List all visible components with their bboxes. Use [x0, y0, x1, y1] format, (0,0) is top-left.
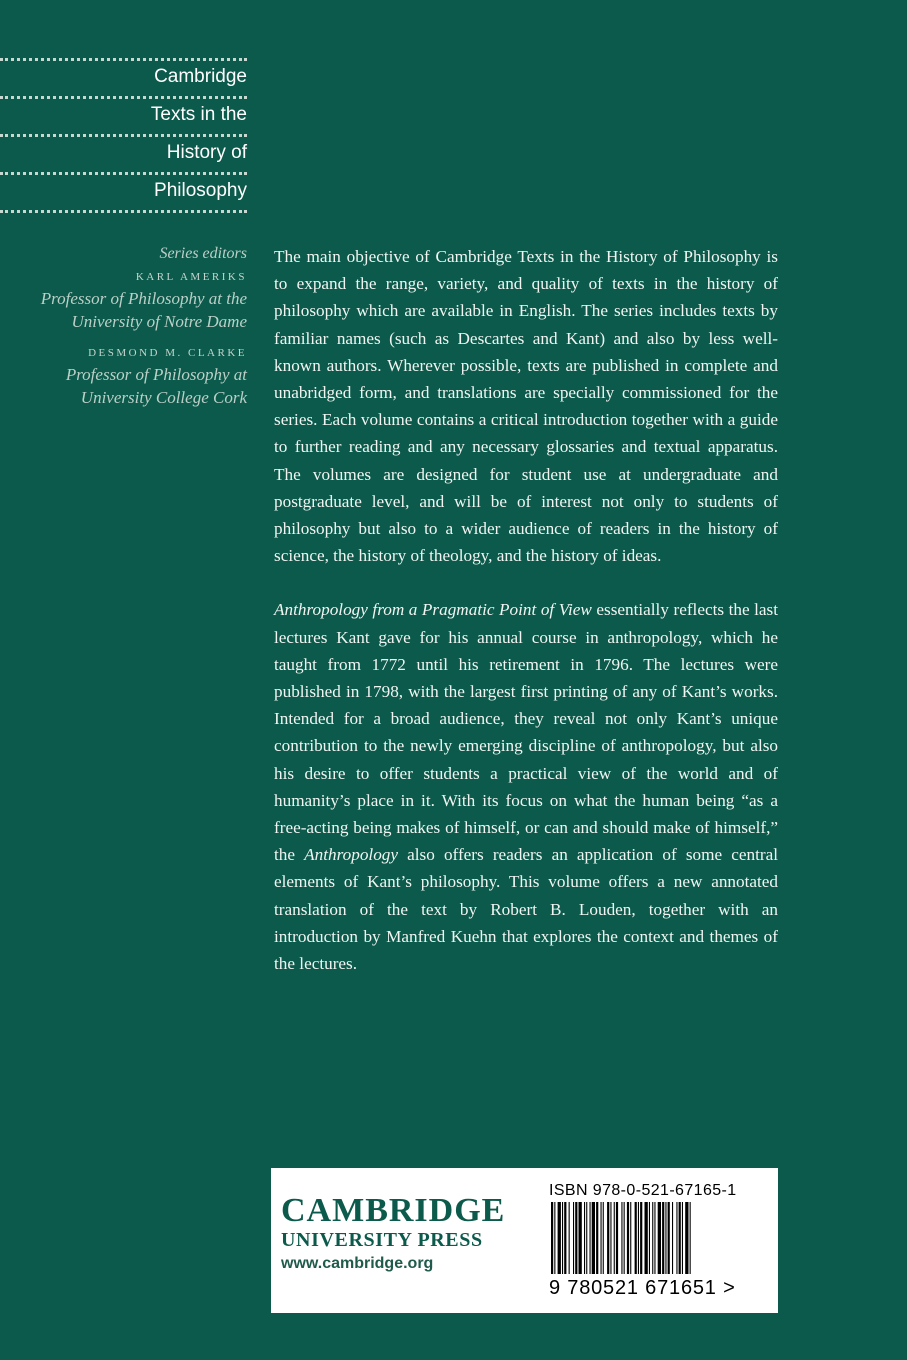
barcode-bar [554, 1202, 555, 1274]
editor-affiliation: University of Notre Dame [71, 312, 247, 331]
editor-affiliation: University College Cork [80, 388, 247, 407]
barcode-bar [627, 1202, 629, 1274]
barcode-bar [685, 1202, 688, 1274]
series-title-block [0, 58, 247, 213]
barcode-bar [624, 1202, 625, 1274]
editor-affiliation: Professor of Philosophy at [65, 365, 247, 384]
series-title-line-1: Cambridge [154, 66, 247, 87]
barcode-bar [575, 1202, 577, 1274]
dotted-rule [0, 210, 247, 213]
barcode-bar [601, 1202, 602, 1274]
series-title-line-3: History of [166, 142, 247, 163]
imprint-panel [271, 1168, 778, 1313]
barcode-bars [549, 1202, 771, 1274]
barcode-bar [662, 1202, 664, 1274]
barcode-bar [640, 1202, 642, 1274]
barcode-bar [592, 1202, 595, 1274]
publisher-name: CAMBRIDGE [281, 1192, 506, 1229]
barcode-bar [645, 1202, 648, 1274]
barcode-bar [682, 1202, 683, 1274]
barcode-bar [658, 1202, 661, 1274]
blurb-paragraph-series: The main objective of Cambridge Texts in the History of Philosophy is to expand the range, variety, and quality of texts in the history of philosophy which are available in English. The series includes texts by familiar names (such as Descartes and Kant) and also by less well-known authors. Wherever possible, texts are published in complete and unabridged form, and translations are specially commissioned for the series. Each volume contains a critical introduction together with a guide to further reading and any necessary glossaries and textual apparatus. The volumes are designed for student use at undergraduate and postgraduate level, and will be of interest not only to students of philosophy but also to a wider audience of readers in the history of science, the history of theology, and the history of ideas. [274, 247, 778, 566]
barcode-bar [649, 1202, 650, 1274]
publisher-url: www.cambridge.org [281, 1255, 434, 1272]
barcode-bar [652, 1202, 653, 1274]
barcode-bar [654, 1202, 655, 1274]
barcode-bar [558, 1202, 561, 1274]
barcode-bar [638, 1202, 639, 1274]
publisher-subname: UNIVERSITY PRESS [281, 1229, 483, 1251]
series-title-line-4: Philosophy [154, 180, 247, 201]
blurb-paragraph-book [274, 596, 778, 977]
blurb-text: essentially reflects the last lectures Kant gave for his annual course in anthropology, which he taught from 1772 until his retirement in 1796. The lectures were published in 1798, with the largest first printing of any of Kant’s works. Intended for a broad audience, they reveal not only Kant’s unique contribution to the newly emerging discipline of anthropology, but also his desire to offer students a practical view of the world and of humanity’s place in it. With its focus on what the human being “as a free-acting being makes of himself, or can and should make of himself,” the [274, 600, 778, 865]
barcode-bar [584, 1202, 585, 1274]
barcode-bar [635, 1202, 637, 1274]
barcode-bar [665, 1202, 666, 1274]
barcode-bar [562, 1202, 563, 1274]
barcode-bar [564, 1202, 566, 1274]
barcode-bar [610, 1202, 611, 1274]
barcode-bar [616, 1202, 618, 1274]
barcode-bar [690, 1202, 691, 1274]
editor-name: KARL AMERIKS [135, 271, 247, 283]
editor-name: DESMOND M. CLARKE [88, 347, 247, 359]
series-editors [0, 243, 247, 409]
barcode-bar [551, 1202, 553, 1274]
isbn-barcode [549, 1182, 771, 1304]
editor-affiliation: Professor of Philosophy at the [40, 289, 247, 308]
barcode-digits: 9 780521 671651 > [549, 1277, 736, 1299]
barcode-bar [573, 1202, 574, 1274]
barcode-bar [586, 1202, 587, 1274]
publisher-logo [281, 1194, 531, 1276]
barcode-bar [603, 1202, 604, 1274]
blurb-text: also offers readers an application of some central elements of Kant’s philosophy. This volume offers a new annotated translation of the text by Robert B. Louden, together with an introduction by Manfred Kuehn that explores the context and themes of the lectures. [274, 845, 778, 974]
book-title-short: Anthropology [304, 845, 399, 865]
barcode-bar [630, 1202, 631, 1274]
barcode-bar [668, 1202, 670, 1274]
barcode-bar [607, 1202, 609, 1274]
barcode-bar [672, 1202, 673, 1274]
back-cover-blurb [274, 243, 778, 977]
series-title-line-2: Texts in the [150, 104, 247, 125]
barcode-bar [569, 1202, 570, 1274]
isbn-label: ISBN 978-0-521-67165-1 [549, 1182, 737, 1199]
barcode-bar [590, 1202, 591, 1274]
barcode-bar [596, 1202, 598, 1274]
barcode-bar [614, 1202, 615, 1274]
book-title: Anthropology from a Pragmatic Point of View [274, 600, 592, 620]
barcode-bar [679, 1202, 681, 1274]
barcode-bar [579, 1202, 582, 1274]
series-editors-label: Series editors [159, 245, 247, 262]
barcode-bar [621, 1202, 622, 1274]
barcode-bar [676, 1202, 677, 1274]
